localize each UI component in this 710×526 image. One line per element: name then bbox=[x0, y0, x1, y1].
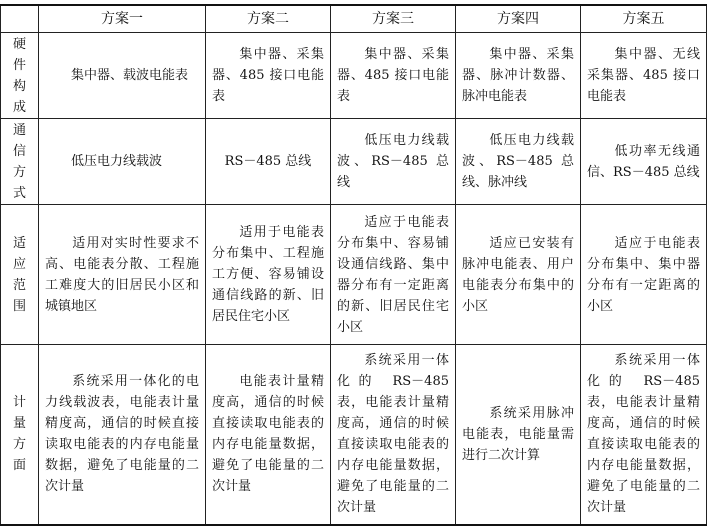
row-header-char: 构 bbox=[12, 78, 26, 94]
cell-metering-scheme-4 bbox=[456, 345, 581, 525]
cell-hardware-scheme-5 bbox=[581, 33, 707, 119]
row-header-scope bbox=[1, 205, 39, 345]
row-header-char: 件 bbox=[12, 57, 26, 73]
column-header-scheme-2: 方案二 bbox=[206, 5, 331, 33]
cell-communication-scheme-4 bbox=[456, 119, 581, 205]
row-scope bbox=[1, 205, 707, 345]
cell-scope-scheme-4 bbox=[456, 205, 581, 345]
column-header-scheme-4: 方案四 bbox=[456, 5, 581, 33]
cell-metering-scheme-1 bbox=[39, 345, 206, 525]
row-header-char: 量 bbox=[12, 416, 26, 432]
row-header-char: 式 bbox=[12, 185, 26, 201]
cell-text: 低压电力线载波 bbox=[71, 154, 163, 169]
cell-communication-scheme-5 bbox=[581, 119, 707, 205]
row-header-char: 硬 bbox=[12, 36, 26, 52]
cell-text: 适应于电能表分布集中、集中器分布有一定距离的小区 bbox=[587, 235, 700, 314]
cell-hardware-scheme-4 bbox=[456, 33, 581, 119]
row-header-char: 围 bbox=[12, 298, 26, 314]
cell-scope-scheme-1 bbox=[39, 205, 206, 345]
cell-communication-scheme-2 bbox=[206, 119, 331, 205]
cell-text: 低压电力线载波、RS－485 总线、脉冲线 bbox=[462, 133, 574, 190]
cell-text: 电能表计量精度高，通信的时候直接读取电能表的内存电能量数据，避免了电能量的二次计量 bbox=[212, 374, 324, 495]
cell-text: 系统采用脉冲电能表，电能量需进行二次计算 bbox=[462, 405, 574, 463]
column-header-scheme-5: 方案五 bbox=[581, 5, 707, 33]
row-header-char: 计 bbox=[12, 395, 26, 411]
row-header-char: 范 bbox=[12, 277, 26, 293]
row-header-char: 应 bbox=[12, 256, 26, 272]
row-header-char: 适 bbox=[12, 235, 26, 251]
row-header-char: 方 bbox=[12, 437, 26, 453]
cell-communication-scheme-1 bbox=[39, 119, 206, 205]
row-header-char: 信 bbox=[12, 143, 26, 159]
row-metering bbox=[1, 345, 707, 525]
cell-scope-scheme-3 bbox=[331, 205, 456, 345]
row-header-char: 方 bbox=[12, 164, 26, 180]
cell-text: 集中器、载波电能表 bbox=[71, 68, 189, 83]
cell-scope-scheme-2 bbox=[206, 205, 331, 345]
row-header-char: 通 bbox=[12, 122, 26, 138]
cell-text: RS－485 总线 bbox=[224, 154, 312, 169]
row-header-char: 面 bbox=[12, 458, 26, 474]
cell-text: 集中器、采集器、485 接口电能表 bbox=[337, 47, 449, 104]
cell-text: 集中器、无线采集器、485 接口电能表 bbox=[587, 47, 700, 104]
cell-metering-scheme-3 bbox=[331, 345, 456, 525]
row-communication bbox=[1, 119, 707, 205]
cell-hardware-scheme-1 bbox=[39, 33, 206, 119]
cell-text: 系统采用一体化的电力线载波表，电能表计量精度高，通信的时候直接读取电能表的内存电能量数据，避免了电能量的二次计量 bbox=[45, 374, 199, 495]
column-header-scheme-1: 方案一 bbox=[39, 5, 206, 33]
cell-text: 集中器、采集器、脉冲计数器、脉冲电能表 bbox=[462, 47, 574, 104]
corner-cell bbox=[1, 5, 39, 33]
cell-text: 适用于电能表分布集中、工程施工方便、容易铺设通信线路的新、旧居民住宅小区 bbox=[212, 225, 324, 324]
header-row bbox=[1, 5, 707, 33]
cell-hardware-scheme-3 bbox=[331, 33, 456, 119]
scheme-comparison-table bbox=[0, 4, 707, 526]
cell-text: 系统采用一体化的 RS－485 表，电能表计量精度高，通信的时候直接读取电能表的内存电能量数据，避免了电能量的二次计量 bbox=[337, 353, 449, 516]
cell-hardware-scheme-2 bbox=[206, 33, 331, 119]
cell-communication-scheme-3 bbox=[331, 119, 456, 205]
cell-scope-scheme-5 bbox=[581, 205, 707, 345]
row-header-metering bbox=[1, 345, 39, 525]
row-hardware bbox=[1, 33, 707, 119]
cell-text: 集中器、采集器、485 接口电能表 bbox=[212, 47, 324, 104]
row-header-communication bbox=[1, 119, 39, 205]
cell-text: 低压电力线载波、RS－485 总线 bbox=[337, 133, 449, 190]
cell-text: 适应已安装有脉冲电能表、用户电能表分布集中的小区 bbox=[462, 235, 574, 314]
row-header-char: 成 bbox=[12, 99, 26, 115]
cell-text: 适用对实时性要求不高、电能表分散、工程施工难度大的旧居民小区和城镇地区 bbox=[45, 235, 199, 314]
cell-text: 系统采用一体化的 RS－485 表，电能表计量精度高，通信的时候直接读取电能表的内存电能量数据，避免了电能量的二次计量 bbox=[587, 353, 700, 516]
cell-text: 低功率无线通信、RS－485 总线 bbox=[587, 143, 700, 180]
column-header-scheme-3: 方案三 bbox=[331, 5, 456, 33]
cell-metering-scheme-2 bbox=[206, 345, 331, 525]
cell-metering-scheme-5 bbox=[581, 345, 707, 525]
row-header-hardware bbox=[1, 33, 39, 119]
cell-text: 适应于电能表分布集中、容易铺设通信线路、集中器分布有一定距离的新、旧居民住宅小区 bbox=[337, 214, 449, 335]
